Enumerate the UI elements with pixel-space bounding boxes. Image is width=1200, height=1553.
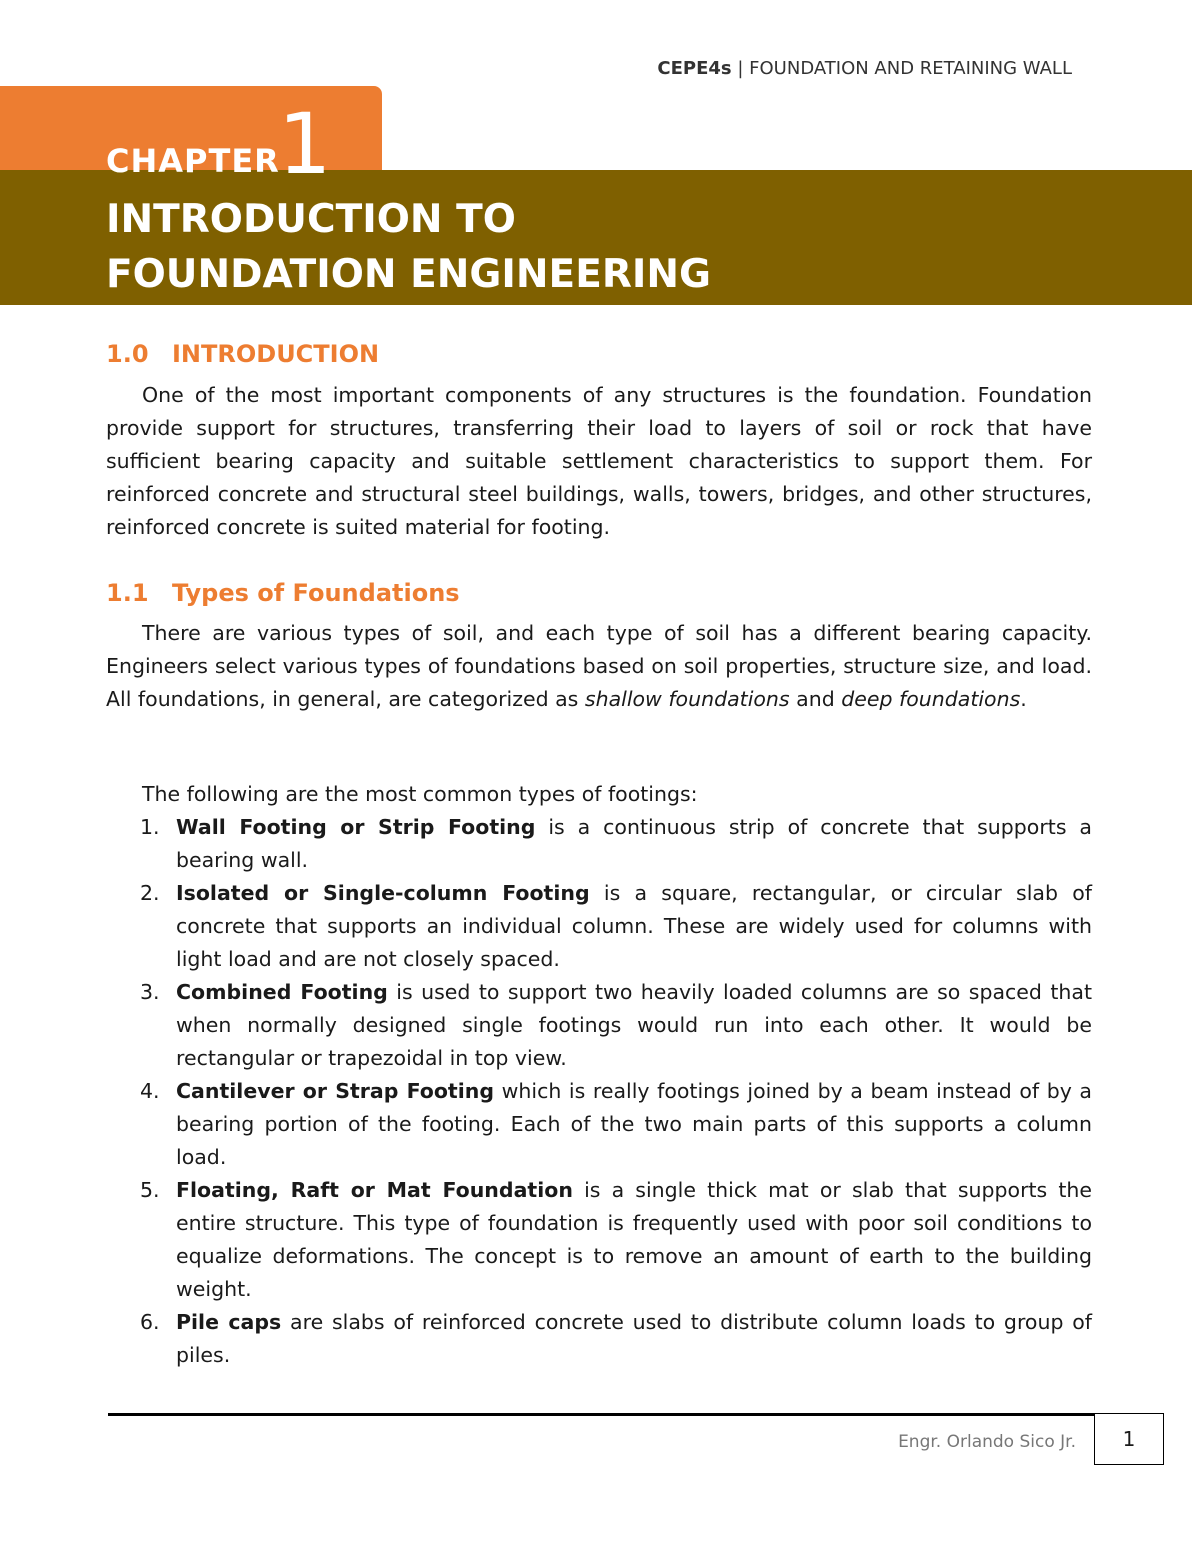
course-code: CEPE4s xyxy=(657,58,732,79)
item-description: is used to support two heavily loaded columns are so spaced that when normally designed single footings would run into each other. It would be rectangular or trapezoidal in top view. xyxy=(176,980,1092,1070)
chapter-title-line-2: FOUNDATION ENGINEERING xyxy=(106,252,712,297)
item-description: which is really footings joined by a beam instead of by a bearing portion of the footing. Each of the two main parts of this supports a column load. xyxy=(176,1079,1092,1169)
item-number: 5. xyxy=(140,1178,160,1202)
running-header xyxy=(657,58,1072,79)
section-number: 1.0 xyxy=(106,340,149,368)
course-title: FOUNDATION AND RETAINING WALL xyxy=(749,58,1072,79)
footer-rule xyxy=(108,1413,1094,1416)
chapter-title xyxy=(106,192,711,302)
item-term: Floating, Raft or Mat Foundation xyxy=(176,1178,573,1202)
header-separator: | xyxy=(731,58,750,79)
item-description: is a continuous strip of concrete that supports a bearing wall. xyxy=(176,815,1092,872)
item-number: 4. xyxy=(140,1079,160,1103)
list-item xyxy=(106,1174,1092,1306)
types-paragraph xyxy=(106,617,1092,716)
footing-types-list xyxy=(106,811,1092,1372)
item-number: 6. xyxy=(140,1310,160,1334)
list-item xyxy=(106,811,1092,877)
item-term: Isolated or Single-column Footing xyxy=(176,881,590,905)
types-text-mid: and xyxy=(789,687,842,711)
chapter-number: 1 xyxy=(278,95,332,193)
item-description: are slabs of reinforced concrete used to distribute column loads to group of piles. xyxy=(176,1310,1093,1367)
list-item xyxy=(106,1075,1092,1174)
shallow-foundations-term: shallow foundations xyxy=(584,687,790,711)
footer-author: Engr. Orlando Sico Jr. xyxy=(898,1432,1076,1452)
deep-foundations-term: deep foundations xyxy=(841,687,1021,711)
item-number: 3. xyxy=(140,980,160,1004)
item-description: is a single thick mat or slab that supports the entire structure. This type of foundation is frequently used with poor soil conditions to equalize deformations. The concept is to remove an amount of earth to the building weight. xyxy=(176,1178,1093,1301)
section-heading-types xyxy=(106,579,460,607)
types-text: There are various types of soil, and each type of soil has a different bearing capacity. Engineers select various types of foundations based on soil properties, structure size, and load. All foundations, in general, are categorized as xyxy=(106,621,1092,711)
chapter-label: CHAPTER xyxy=(106,142,280,180)
item-term: Wall Footing or Strip Footing xyxy=(176,815,536,839)
introduction-paragraph: One of the most important components of any structures is the foundation. Foundation provide support for structures, transferring their load to layers of soil or rock that have sufficient bearing capacity and suitable settlement characteristics to support them. For reinforced concrete and structural steel buildings, walls, towers, bridges, and other structures, reinforced concrete is suited material for footing. xyxy=(106,383,1092,539)
section-title: Types of Foundations xyxy=(172,579,460,607)
item-term: Combined Footing xyxy=(176,980,388,1004)
list-item xyxy=(106,976,1092,1075)
chapter-title-line-1: INTRODUCTION TO xyxy=(106,197,516,242)
types-text-end: . xyxy=(1020,687,1027,711)
item-description: is a square, rectangular, or circular slab of concrete that supports an individual column. These are widely used for columns with light load and are not closely spaced. xyxy=(176,881,1092,971)
list-item xyxy=(106,1306,1092,1372)
item-term: Pile caps xyxy=(176,1310,282,1334)
section-number: 1.1 xyxy=(106,579,149,607)
page-number: 1 xyxy=(1094,1413,1164,1465)
section-title: INTRODUCTION xyxy=(172,340,380,368)
list-item xyxy=(106,877,1092,976)
list-intro: The following are the most common types of footings: xyxy=(142,782,698,806)
section-heading-introduction xyxy=(106,340,379,368)
item-number: 2. xyxy=(140,881,160,905)
item-number: 1. xyxy=(140,815,160,839)
item-term: Cantilever or Strap Footing xyxy=(176,1079,495,1103)
